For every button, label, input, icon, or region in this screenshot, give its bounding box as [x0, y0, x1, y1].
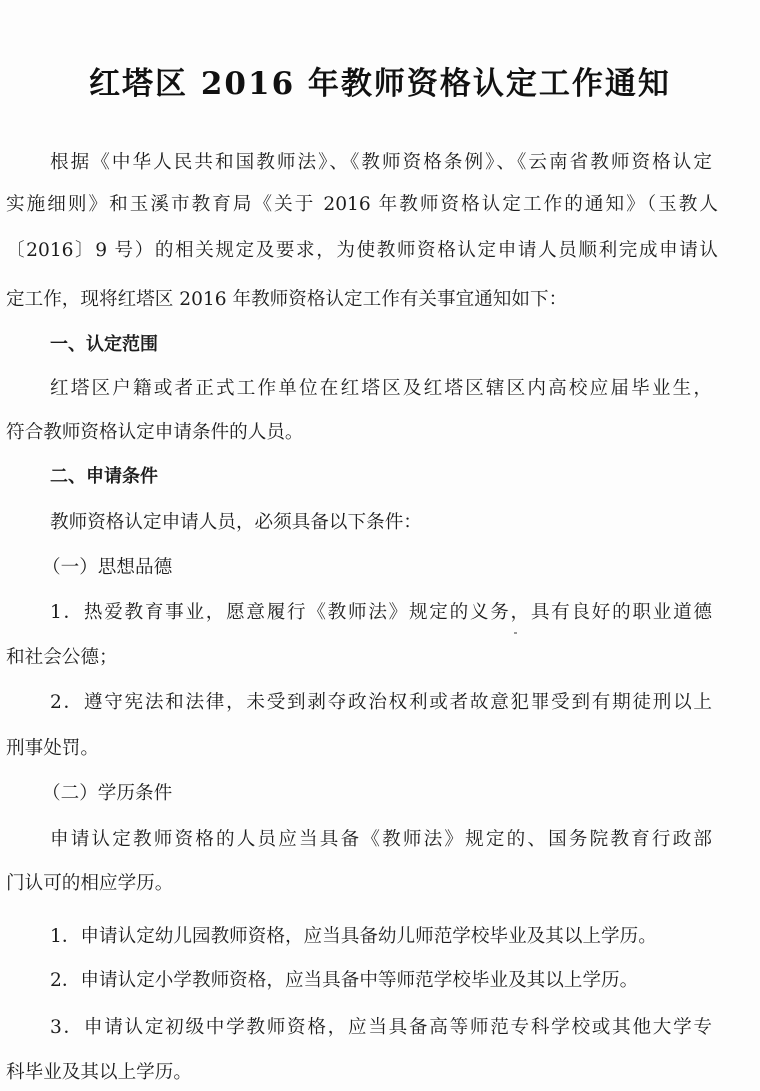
section-heading: 二、申请条件 — [50, 466, 158, 487]
paragraph-line: 教师资格认定申请人员，必须具备以下条件： — [50, 512, 422, 533]
paragraph-line: 红塔区户籍或者正式工作单位在红塔区及红塔区辖区内高校应届毕业生， — [50, 378, 712, 399]
paragraph-line: 符合教师资格认定申请条件的人员。 — [6, 422, 304, 443]
paragraph-line: 申请认定教师资格的人员应当具备《教师法》规定的、国务院教育行政部 — [50, 829, 712, 850]
paragraph-line: 定工作，现将红塔区 2016 年教师资格认定工作有关事宜通知如下： — [6, 289, 568, 310]
scan-speck — [514, 632, 517, 634]
paragraph-line: 和社会公德； — [6, 647, 118, 668]
subsection-heading: （二）学历条件 — [42, 783, 173, 804]
paragraph-line: 实施细则》和玉溪市教育局《关于 2016 年教师资格认定工作的通知》（玉教人 — [6, 194, 718, 215]
paragraph-line: 根据《中华人民共和国教师法》、《教师资格条例》、《云南省教师资格认定 — [50, 152, 712, 173]
paragraph-line: 1．申请认定幼儿园教师资格，应当具备幼儿师范学校毕业及其以上学历。 — [50, 926, 657, 947]
paragraph-line: 门认可的相应学历。 — [6, 873, 174, 894]
paragraph-line: 2．申请认定小学教师资格，应当具备中等师范学校毕业及其以上学历。 — [50, 970, 639, 991]
paragraph-line: 2．遵守宪法和法律，未受到剥夺政治权利或者故意犯罪受到有期徒刑以上 — [50, 692, 712, 713]
paragraph-line: 1．热爱教育事业，愿意履行《教师法》规定的义务，具有良好的职业道德 — [50, 602, 712, 623]
paragraph-line: 刑事处罚。 — [6, 738, 99, 759]
section-heading: 一、认定范围 — [50, 334, 158, 355]
paragraph-line: 3．申请认定初级中学教师资格，应当具备高等师范专科学校或其他大学专 — [50, 1017, 712, 1038]
subsection-heading: （一）思想品德 — [42, 557, 173, 578]
paragraph-line: 〔2016〕9 号）的相关规定及要求，为使教师资格认定申请人员顺利完成申请认 — [6, 240, 718, 261]
document-title: 红塔区 2016 年教师资格认定工作通知 — [89, 66, 671, 102]
paragraph-line: 科毕业及其以上学历。 — [6, 1062, 192, 1083]
